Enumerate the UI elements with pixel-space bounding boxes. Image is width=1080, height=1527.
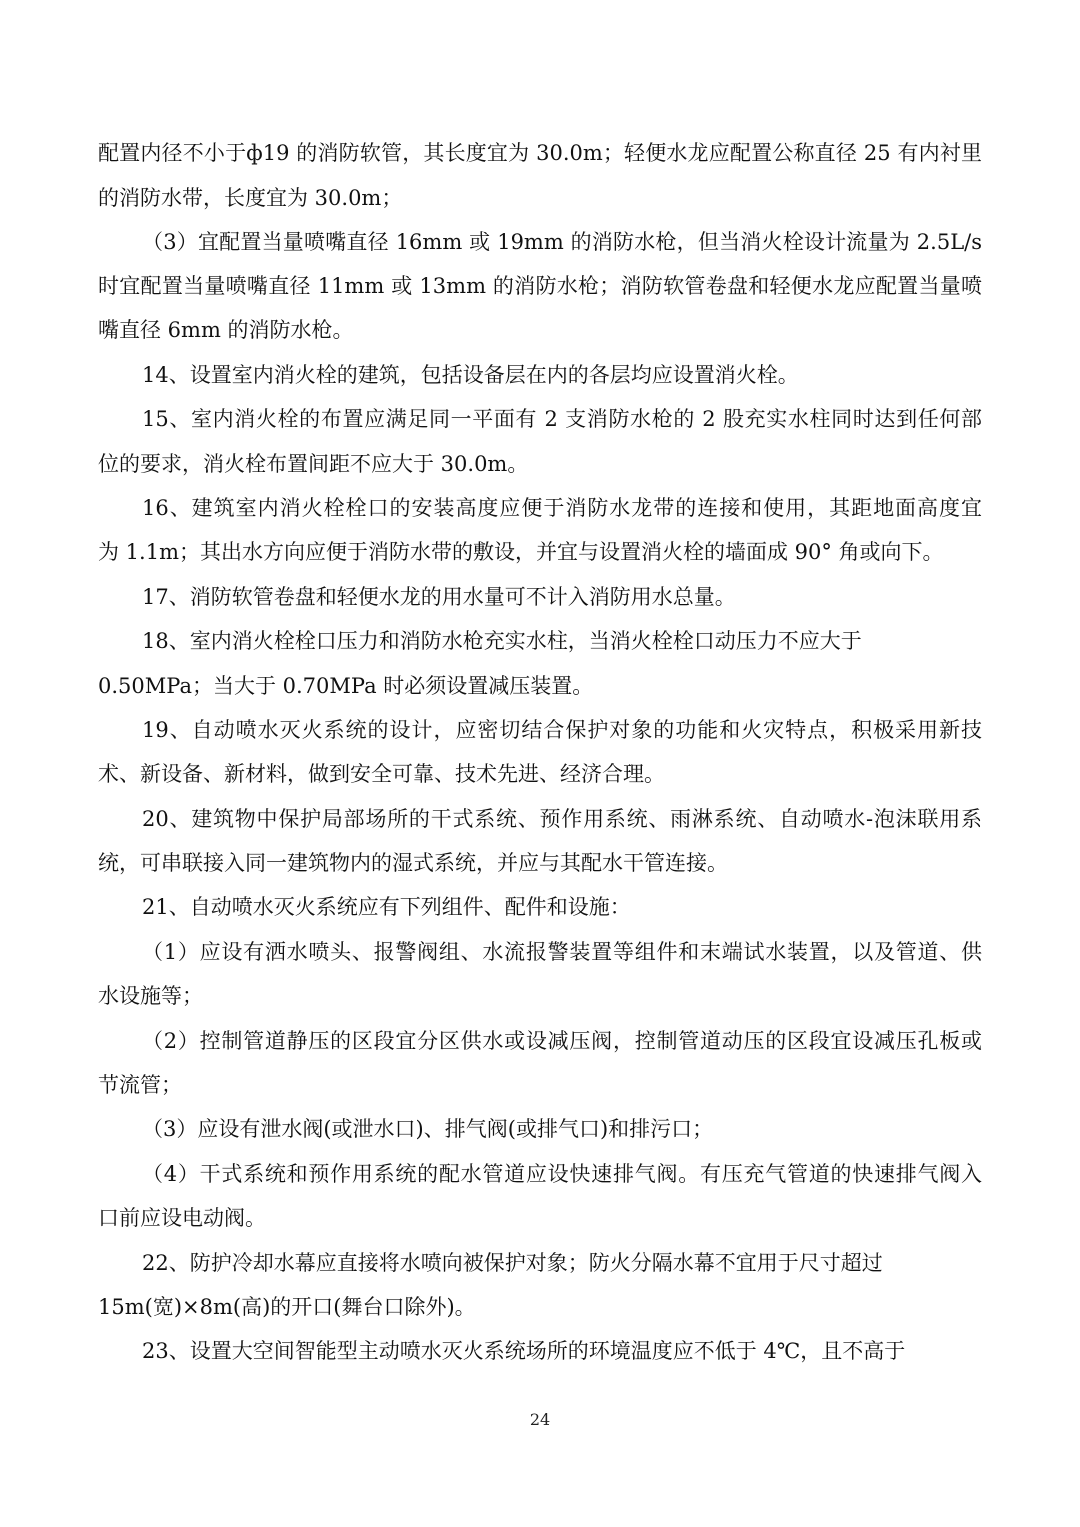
paragraph-line: 19、自动喷水灭火系统的设计，应密切结合保护对象的功能和火灾特点，积极采用新技 xyxy=(142,718,982,742)
paragraph-line: 的消防水带，长度宜为 30.0m； xyxy=(98,186,403,210)
paragraph-line: 23、设置大空间智能型主动喷水灭火系统场所的环境温度应不低于 4℃，且不高于 xyxy=(142,1339,906,1363)
paragraph-line: （3）应设有泄水阀(或泄水口)、排气阀(或排气口)和排污口； xyxy=(142,1117,714,1141)
paragraph-line: 术、新设备、新材料，做到安全可靠、技术先进、经济合理。 xyxy=(98,762,665,786)
paragraph-line: 水设施等； xyxy=(98,984,203,1008)
paragraph-line: 15、室内消火栓的布置应满足同一平面有 2 支消防水枪的 2 股充实水柱同时达到任何部 xyxy=(142,407,982,431)
paragraph-line: 为 1.1m；其出水方向应便于消防水带的敷设，并宜与设置消火栓的墙面成 90° 角或向下。 xyxy=(98,540,944,564)
paragraph-line: 时宜配置当量喷嘴直径 11mm 或 13mm 的消防水枪；消防软管卷盘和轻便水龙应配置当量喷 xyxy=(98,274,982,298)
paragraph-line: 0.50MPa；当大于 0.70MPa 时必须设置减压装置。 xyxy=(98,674,594,698)
page-number: 24 xyxy=(529,1410,551,1429)
paragraph-line: 节流管； xyxy=(98,1073,182,1097)
paragraph-line: （3）宜配置当量喷嘴直径 16mm 或 19mm 的消防水枪，但当消火栓设计流量为 2.5L/s xyxy=(142,230,982,254)
paragraph-line: 22、防护冷却水幕应直接将水喷向被保护对象；防火分隔水幕不宜用于尺寸超过 xyxy=(142,1251,883,1275)
paragraph-line: 嘴直径 6mm 的消防水枪。 xyxy=(98,318,354,342)
paragraph-line: 配置内径不小于ф19 的消防软管，其长度宜为 30.0m；轻便水龙应配置公称直径 25 有内衬里 xyxy=(98,141,982,165)
paragraph-line: 15m(宽)×8m(高)的开口(舞台口除外)。 xyxy=(98,1295,476,1319)
paragraph-line: 统，可串联接入同一建筑物内的湿式系统，并应与其配水干管连接。 xyxy=(98,851,728,875)
paragraph-line: 20、建筑物中保护局部场所的干式系统、预作用系统、雨淋系统、自动喷水-泡沫联用系 xyxy=(142,807,982,831)
paragraph-line: 口前应设电动阀。 xyxy=(98,1206,266,1230)
paragraph-line: （1）应设有洒水喷头、报警阀组、水流报警装置等组件和末端试水装置，以及管道、供 xyxy=(142,940,982,964)
paragraph-line: 21、自动喷水灭火系统应有下列组件、配件和设施： xyxy=(142,895,631,919)
paragraph-line: 18、室内消火栓栓口压力和消防水枪充实水柱，当消火栓栓口动压力不应大于 xyxy=(142,629,862,653)
paragraph-line: （2）控制管道静压的区段宜分区供水或设减压阀，控制管道动压的区段宜设减压孔板或 xyxy=(142,1029,982,1053)
paragraph-line: 位的要求，消火栓布置间距不应大于 30.0m。 xyxy=(98,452,529,476)
paragraph-line: 16、建筑室内消火栓栓口的安装高度应便于消防水龙带的连接和使用，其距地面高度宜 xyxy=(142,496,982,520)
paragraph-line: （4）干式系统和预作用系统的配水管道应设快速排气阀。有压充气管道的快速排气阀入 xyxy=(142,1162,982,1186)
paragraph-line: 17、消防软管卷盘和轻便水龙的用水量可不计入消防用水总量。 xyxy=(142,585,736,609)
paragraph-line: 14、设置室内消火栓的建筑，包括设备层在内的各层均应设置消火栓。 xyxy=(142,363,799,387)
